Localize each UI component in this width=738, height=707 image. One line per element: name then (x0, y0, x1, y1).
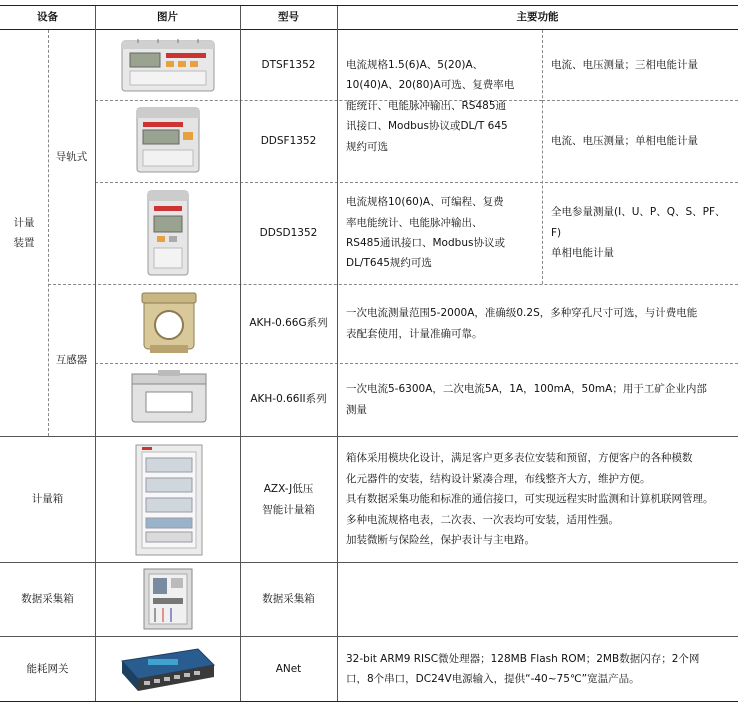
function-ddsd-right (543, 182, 738, 284)
model-ddsd1352: DDSD1352 (259, 226, 318, 239)
group-transformer: 互感器 (55, 353, 88, 366)
function-ddsd-right-text: 全电参量测量(I、U、P、Q、S、PF、F) 单相电能计量 (551, 206, 726, 260)
function-ddsd-left-text: 电流规格10(60)A、可编程、复费 率电能统计、电能脉冲输出、 RS485通讯接口、Modbus协议或 DL/T645规约可选 (346, 196, 505, 270)
model-data-box: 数据采集箱 (262, 593, 315, 606)
function-shared-rail-text: 电流规格1.5(6)A、5(20)A、 10(40)A、20(80)A可选、复费率电 能统计、电能脉冲输出、RS485通 讯接口、Modbus协议或DL/T 645 规约可选 (346, 58, 515, 153)
data-collection-box-image (141, 566, 195, 632)
model-azx-text: AZX-J低压 智能计量箱 (262, 483, 315, 516)
function-shared-rail (338, 30, 542, 182)
din-rail-meter-3phase-image (118, 35, 218, 97)
model-akh-g: AKH-0.66G系列 (249, 317, 328, 330)
model-dtsf1352: DTSF1352 (261, 58, 316, 71)
function-azx-text: 箱体采用模块化设计，满足客户更多表位安装和预留，方便客户的各种模数 化元器件的安装，结构设计紧凑合理，布线整齐大方，维护方便。 具有数据采集功能和标准的通信接口，可实现远程实时监测和计算机联网管理。 多种电流规格电表，二次表、一次表均可安装，适用性强。 加装微断与保险丝，保护表计与主电路。 (346, 452, 714, 547)
din-rail-meter-1phase-image (133, 104, 203, 178)
metering-box-image (132, 442, 206, 558)
model-akh-ii: AKH-0.66II系列 (250, 393, 327, 406)
gateway-image (118, 641, 218, 699)
header-model: 型号 (278, 11, 299, 24)
function-akh-ii (338, 363, 738, 436)
ct-block-image (138, 289, 200, 357)
group-data-box: 数据采集箱 (21, 593, 74, 606)
header-picture: 图片 (157, 11, 178, 24)
bottom-rule (0, 701, 738, 702)
header-functions: 主要功能 (516, 11, 559, 24)
model-anet: ANet (275, 662, 302, 675)
group-gateway: 能耗网关 (26, 662, 69, 675)
group-metering-device: 计量 装置 (13, 216, 35, 249)
function-data-box (338, 563, 738, 636)
header-equipment: 设备 (37, 11, 58, 24)
vline-col-picture (95, 6, 96, 701)
model-azx (240, 437, 337, 562)
function-ddsd-left (338, 182, 542, 284)
group-metering-box: 计量箱 (31, 493, 64, 506)
function-ddsf-right: 电流、电压测量；单相电能计量 (551, 134, 698, 147)
din-rail-meter-compact-image (145, 188, 191, 278)
function-akh-g-text: 一次电流测量范围5-2000A，准确级0.2S，多种穿孔尺寸可选，与计费电能 表配套使用，计量准确可靠。 (346, 307, 698, 340)
function-anet (338, 637, 738, 701)
function-akh-g (338, 284, 738, 363)
ct-split-core-image (128, 368, 210, 432)
group-rail: 导轨式 (55, 150, 88, 163)
function-dtsf-right: 电流、电压测量；三相电能计量 (551, 58, 698, 71)
function-azx (338, 437, 738, 562)
model-ddsf1352: DDSF1352 (260, 134, 317, 147)
function-akh-ii-text: 一次电流5-6300A，二次电流5A，1A，100mA，50mA；用于工矿企业内部 测量 (346, 383, 707, 416)
function-anet-text: 32-bit ARM9 RISC微处理器；128MB Flash ROM；2MB数据闪存；2个网 口，8个串口，DC24V电源输入，提供“-40~75℃”宽温产品。 (346, 652, 700, 685)
